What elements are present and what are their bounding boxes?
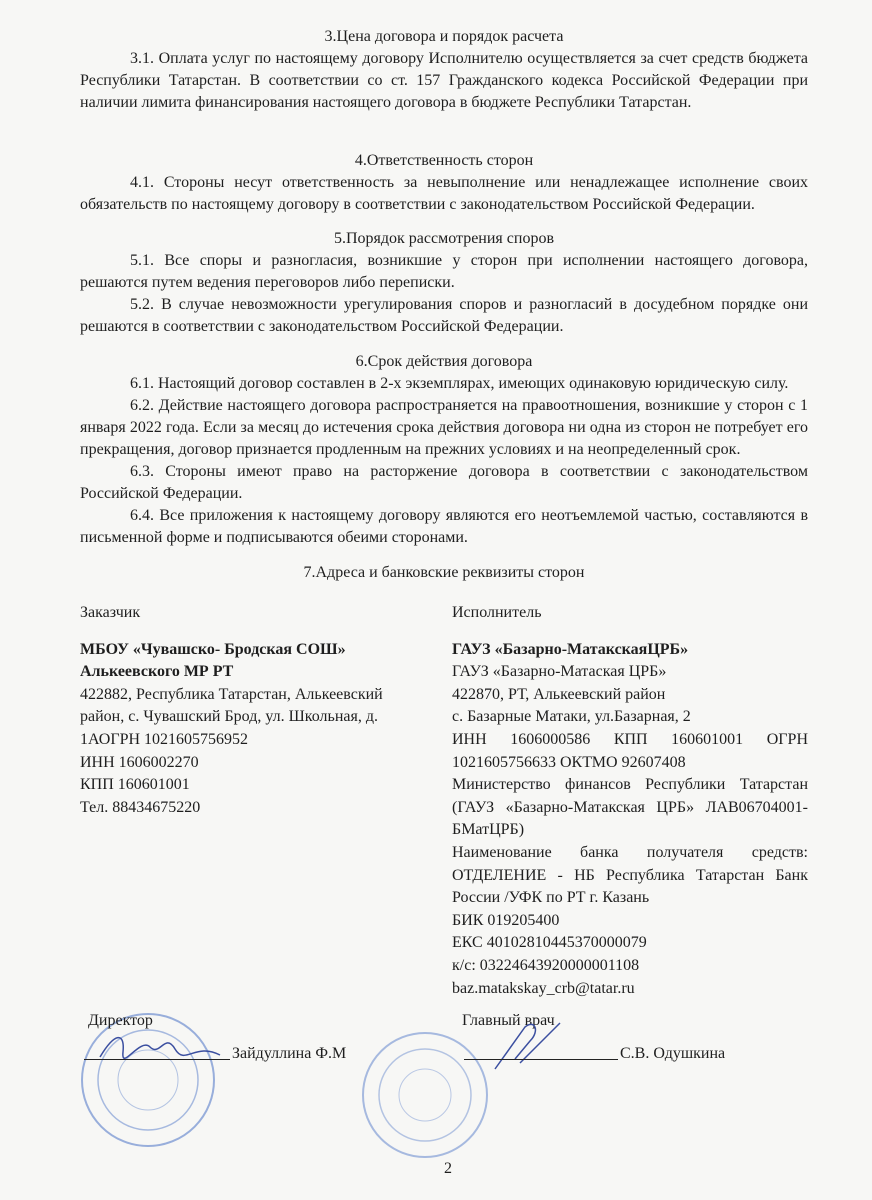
- contractor-signature-block: [452, 1000, 808, 1069]
- contractor-label: Исполнитель: [452, 604, 542, 621]
- customer-inn: ИНН 1606002270: [80, 753, 199, 771]
- customer-position: Директор: [88, 1012, 153, 1030]
- section-7-title: 7.Адреса и банковские реквизиты сторон: [303, 564, 585, 581]
- customer-kpp: КПП 160601001: [80, 776, 190, 794]
- clause-6-2: 6.2. Действие настоящего договора распространяется на правоотношения, возникшие у сторон с 1 января 2022 года. Если за месяц до истечения срока действия договора ни одна из сторон не потребует его прекращения, договор признается продленным на прежних условиях и на неопределенный срок.: [80, 397, 808, 458]
- contractor-bank: Наименование банка получателя средств: ОТДЕЛЕНИЕ - НБ Республика Татарстан Банк России /УФК по РТ г. Казань: [452, 843, 808, 907]
- section-5-title: 5.Порядок рассмотрения споров: [333, 230, 555, 247]
- customer-signature-line: [84, 1059, 230, 1060]
- customer-label: Заказчик: [80, 604, 141, 621]
- contractor-position: Главный врач: [462, 1012, 555, 1030]
- contractor-ministry: Министерство финансов Республики Татарстан (ГАУЗ «Базарно-Матакская ЦРБ» ЛАВ06704001-БМатЦРБ): [452, 776, 808, 839]
- contractor-signatory: С.В. Одушкина: [620, 1044, 726, 1062]
- clause-3-1: 3.1. Оплата услуг по настоящему договору Исполнителю осуществляется за счет средств бюджета Республики Татарстан. В соответствии со ст. 157 Гражданского кодекса Российской Федерации при наличии лимита финансирования настоящего договора в бюджете Республики Татарстан.: [80, 50, 808, 111]
- contractor-address-2: с. Базарные Матаки, ул.Базарная, 2: [452, 708, 691, 726]
- customer-address: 422882, Республика Татарстан, Алькеевский район, с. Чувашский Брод, ул. Школьная, д. 1АОГРН 1021605756952: [80, 685, 383, 748]
- clause-6-1: 6.1. Настоящий договор составлен в 2-х экземплярах, имеющих одинаковую юридическую силу.: [130, 375, 789, 392]
- contractor-name: ГАУЗ «Базарно-Матаская ЦРБ»: [452, 663, 667, 681]
- contractor-email: baz.matakskay_crb@tatar.ru: [452, 979, 635, 997]
- section-4-title: 4.Ответственность сторон: [354, 152, 534, 169]
- customer-details: [80, 602, 410, 819]
- parties-details: [80, 602, 808, 1069]
- clause-5-1: 5.1. Все споры и разногласия, возникшие у сторон при исполнении настоящего договора, решаются путем ведения переговоров либо переписки.: [80, 252, 808, 291]
- contractor-name-bold: ГАУЗ «Базарно-МатакскаяЦРБ»: [452, 640, 689, 658]
- contractor-address-1: 422870, РТ, Алькеевский район: [452, 685, 666, 703]
- customer-signature: [95, 1027, 225, 1067]
- section-3-title: 3.Цена договора и порядок расчета: [324, 28, 564, 45]
- customer-phone: Тел. 88434675220: [80, 798, 201, 816]
- customer-signatory: Зайдуллина Ф.М: [232, 1044, 347, 1062]
- contractor-signature-line: [464, 1059, 618, 1060]
- contractor-eks: ЕКС 40102810445370000079: [452, 934, 647, 952]
- customer-name-district: Алькеевского МР РТ: [80, 663, 234, 681]
- clause-6-3: 6.3. Стороны имеют право на расторжение договора в соответствии с законодательством Российской Федерации.: [80, 463, 808, 502]
- customer-column: [80, 602, 452, 1069]
- section-6-title: 6.Срок действия договора: [355, 353, 533, 370]
- contractor-details: [452, 602, 808, 1000]
- contractor-ids: ИНН 1606000586 КПП 160601001 ОГРН 1021605756633 ОКТМО 92607408: [452, 730, 808, 771]
- document-body: [80, 26, 808, 1069]
- contractor-column: [452, 602, 808, 1069]
- contractor-bik: БИК 019205400: [452, 911, 560, 929]
- customer-name: МБОУ «Чувашско- Бродская СОШ»: [80, 640, 346, 658]
- clause-5-2: 5.2. В случае невозможности урегулирования споров и разногласий в досудебном порядке они решаются в соответствии с законодательством Российской Федерации.: [80, 296, 808, 335]
- customer-signature-block: [80, 1000, 452, 1069]
- page-number: 2: [444, 1160, 452, 1177]
- clause-4-1: 4.1. Стороны несут ответственность за невыполнение или ненадлежащее исполнение своих обязательств по настоящему договору в соответствии с законодательством Российской Федерации.: [80, 174, 808, 213]
- contractor-signature: [485, 1019, 575, 1074]
- contractor-ks: к/с: 03224643920000001108: [452, 956, 640, 974]
- clause-6-4: 6.4. Все приложения к настоящему договору являются его неотъемлемой частью, составляются в письменной форме и подписываются обеими сторонами.: [80, 507, 808, 546]
